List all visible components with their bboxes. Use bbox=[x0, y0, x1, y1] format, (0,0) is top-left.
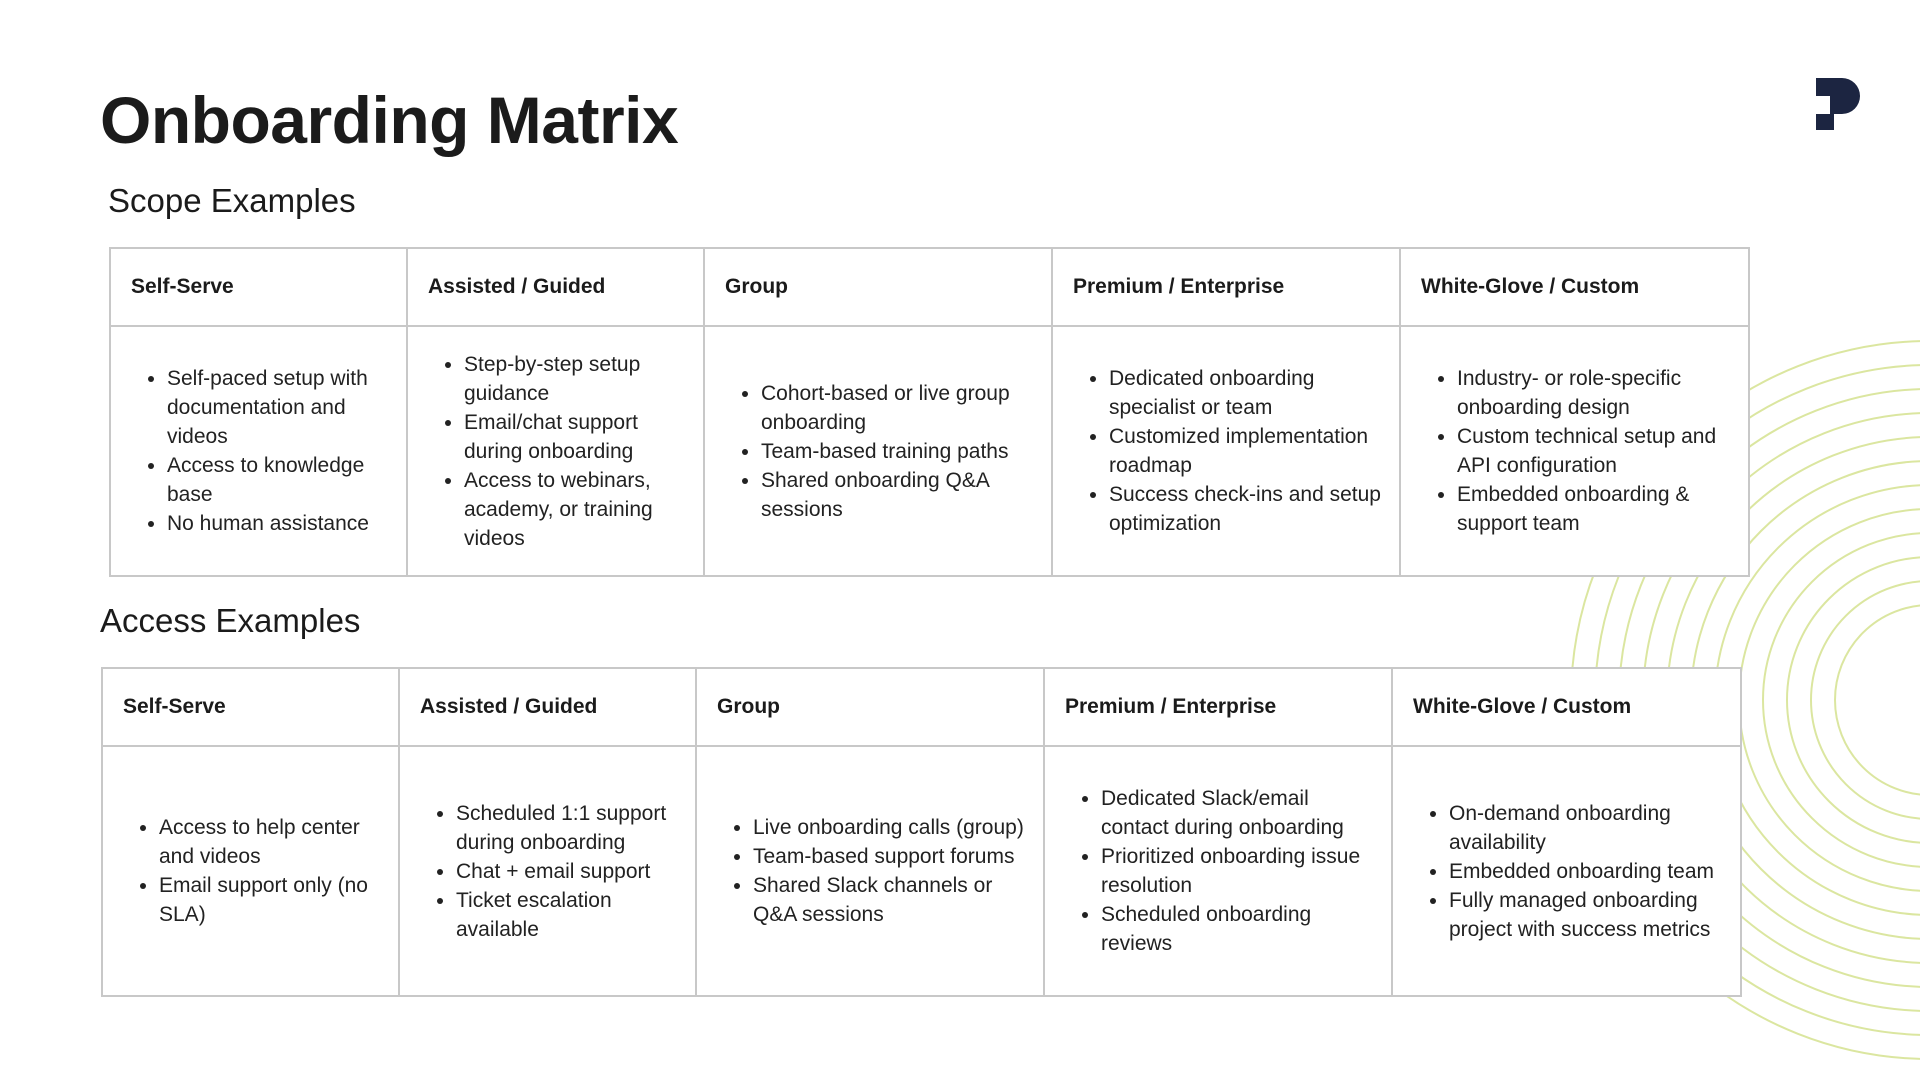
access-header-assisted-guided: Assisted / Guided bbox=[399, 668, 696, 746]
list-item: • Industry- or role-specific onboarding design bbox=[1457, 364, 1732, 422]
list-item: • No human assistance bbox=[167, 509, 390, 538]
table-row bbox=[110, 326, 1749, 576]
list-item: • Shared Slack channels or Q&A sessions bbox=[753, 871, 1027, 929]
access-examples-table bbox=[101, 667, 1742, 997]
bullet-list bbox=[123, 813, 382, 929]
decorative-ring bbox=[1835, 605, 1920, 795]
scope-header-group: Group bbox=[704, 248, 1052, 326]
table-row bbox=[102, 746, 1741, 996]
list-item: • Email/chat support during onboarding bbox=[464, 408, 687, 466]
list-item: • Self-paced setup with documentation and videos bbox=[167, 364, 390, 451]
scope-cell-self-serve bbox=[110, 326, 407, 576]
scope-header-premium-enterprise: Premium / Enterprise bbox=[1052, 248, 1400, 326]
list-item: • Success check-ins and setup optimization bbox=[1109, 480, 1383, 538]
bullet-list bbox=[131, 364, 390, 538]
scope-examples-heading: Scope Examples bbox=[108, 182, 356, 219]
brand-p-logo-icon bbox=[1812, 74, 1868, 134]
scope-cell-white-glove-custom bbox=[1400, 326, 1749, 576]
decorative-ring bbox=[1787, 557, 1920, 843]
scope-header-self-serve: Self-Serve bbox=[110, 248, 407, 326]
access-cell-assisted-guided bbox=[399, 746, 696, 996]
list-item: • Prioritized onboarding issue resolution bbox=[1101, 842, 1375, 900]
list-item: • Access to knowledge base bbox=[167, 451, 390, 509]
access-cell-premium-enterprise bbox=[1044, 746, 1392, 996]
table-header-row bbox=[110, 248, 1749, 326]
scope-examples-table bbox=[109, 247, 1750, 577]
bullet-list bbox=[1413, 799, 1724, 944]
list-item: • Embedded onboarding & support team bbox=[1457, 480, 1732, 538]
list-item: • Ticket escalation available bbox=[456, 886, 679, 944]
access-header-premium-enterprise: Premium / Enterprise bbox=[1044, 668, 1392, 746]
bullet-list bbox=[1065, 784, 1375, 958]
decorative-ring bbox=[1739, 509, 1920, 891]
scope-header-white-glove-custom: White-Glove / Custom bbox=[1400, 248, 1749, 326]
access-header-white-glove-custom: White-Glove / Custom bbox=[1392, 668, 1741, 746]
scope-cell-premium-enterprise bbox=[1052, 326, 1400, 576]
list-item: • Access to help center and videos bbox=[159, 813, 382, 871]
access-cell-group bbox=[696, 746, 1044, 996]
list-item: • Live onboarding calls (group) bbox=[753, 813, 1027, 842]
list-item: • On-demand onboarding availability bbox=[1449, 799, 1724, 857]
access-header-self-serve: Self-Serve bbox=[102, 668, 399, 746]
decorative-ring bbox=[1811, 581, 1920, 819]
list-item: • Chat + email support bbox=[456, 857, 679, 886]
scope-cell-group bbox=[704, 326, 1052, 576]
access-cell-self-serve bbox=[102, 746, 399, 996]
list-item: • Dedicated Slack/email contact during onboarding bbox=[1101, 784, 1375, 842]
bullet-list bbox=[1073, 364, 1383, 538]
list-item: • Custom technical setup and API configuration bbox=[1457, 422, 1732, 480]
list-item: • Email support only (no SLA) bbox=[159, 871, 382, 929]
bullet-list bbox=[725, 379, 1035, 524]
access-cell-white-glove-custom bbox=[1392, 746, 1741, 996]
scope-cell-assisted-guided bbox=[407, 326, 704, 576]
list-item: • Embedded onboarding team bbox=[1449, 857, 1724, 886]
list-item: • Step-by-step setup guidance bbox=[464, 350, 687, 408]
list-item: • Team-based support forums bbox=[753, 842, 1027, 871]
list-item: • Customized implementation roadmap bbox=[1109, 422, 1383, 480]
decorative-ring bbox=[1763, 533, 1920, 867]
access-examples-heading: Access Examples bbox=[100, 602, 361, 639]
page-title: Onboarding Matrix bbox=[100, 83, 679, 157]
list-item: • Dedicated onboarding specialist or team bbox=[1109, 364, 1383, 422]
list-item: • Fully managed onboarding project with success metrics bbox=[1449, 886, 1724, 944]
list-item: • Scheduled onboarding reviews bbox=[1101, 900, 1375, 958]
bullet-list bbox=[717, 813, 1027, 929]
bullet-list bbox=[428, 350, 687, 553]
table-header-row bbox=[102, 668, 1741, 746]
bullet-list bbox=[420, 799, 679, 944]
list-item: • Access to webinars, academy, or training videos bbox=[464, 466, 687, 553]
list-item: • Cohort-based or live group onboarding bbox=[761, 379, 1035, 437]
access-header-group: Group bbox=[696, 668, 1044, 746]
list-item: • Shared onboarding Q&A sessions bbox=[761, 466, 1035, 524]
list-item: • Team-based training paths bbox=[761, 437, 1035, 466]
list-item: • Scheduled 1:1 support during onboarding bbox=[456, 799, 679, 857]
bullet-list bbox=[1421, 364, 1732, 538]
scope-header-assisted-guided: Assisted / Guided bbox=[407, 248, 704, 326]
